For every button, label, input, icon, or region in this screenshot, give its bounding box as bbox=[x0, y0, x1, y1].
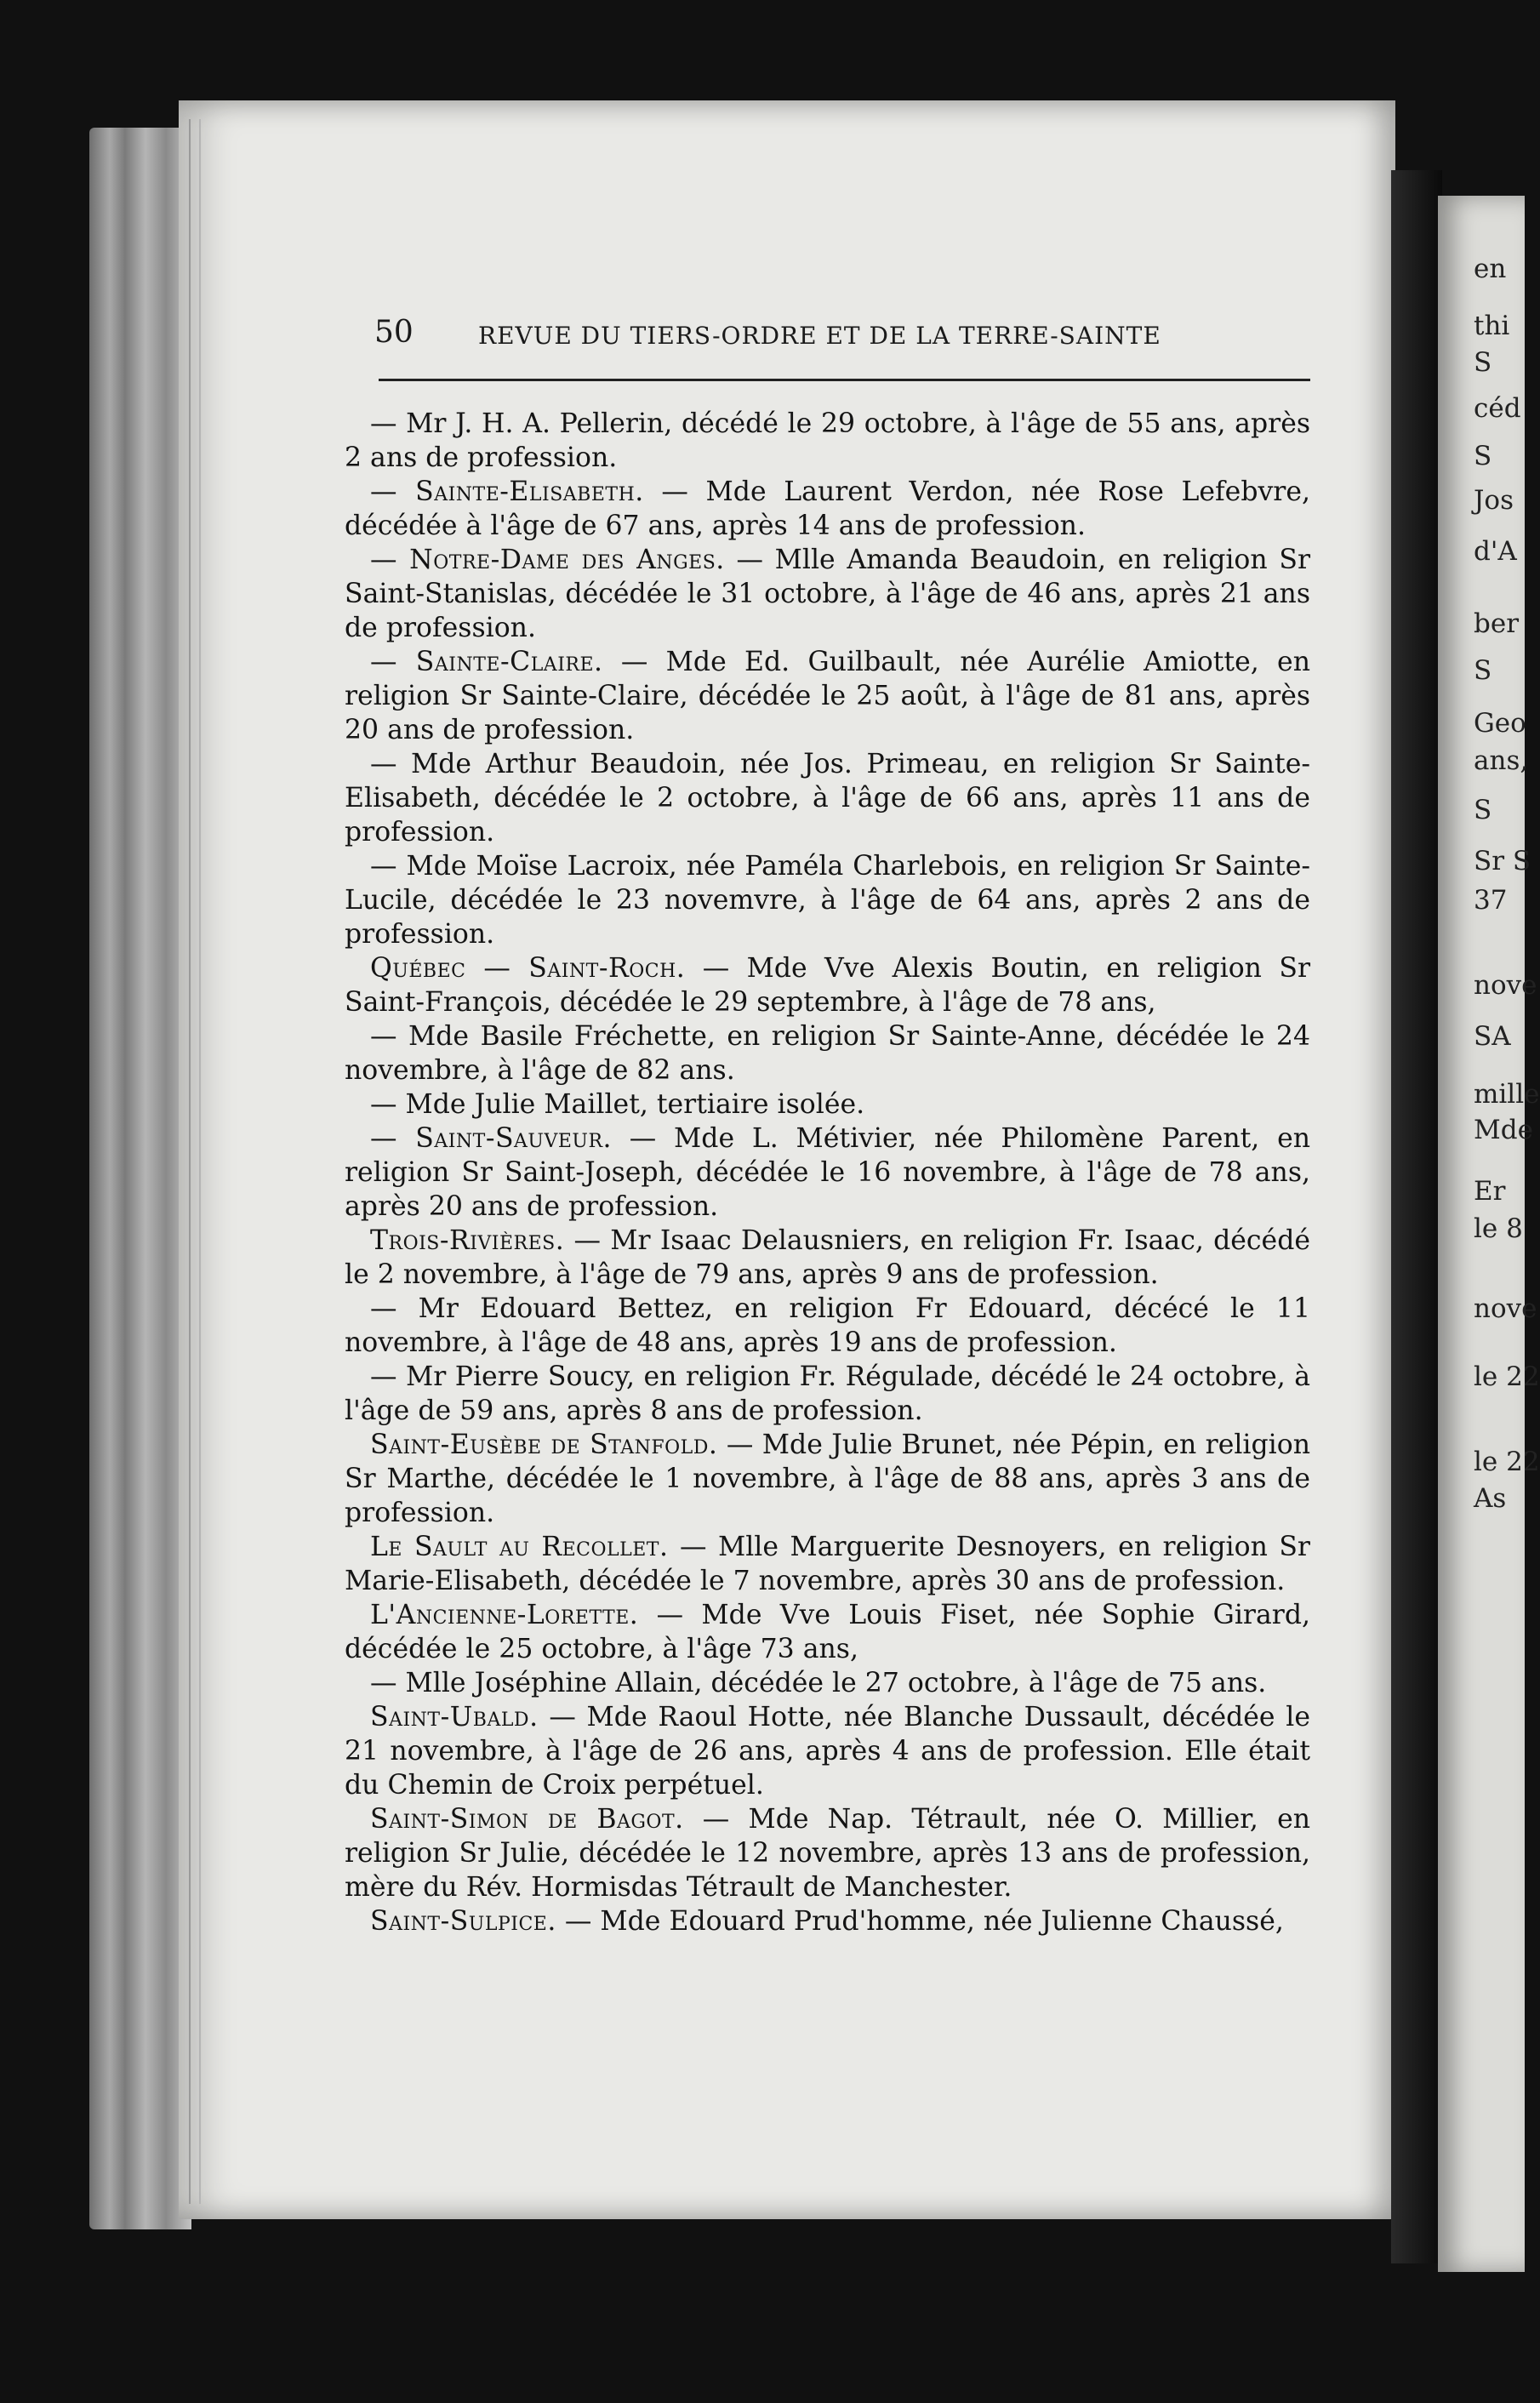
facing-page-fragment: mille bbox=[1474, 1079, 1540, 1110]
facing-page-fragment: 37 bbox=[1474, 885, 1508, 916]
facing-page-fragment: Geo bbox=[1474, 708, 1526, 739]
obituary-entry bbox=[345, 1598, 1310, 1666]
page-stack-edge bbox=[89, 128, 191, 2229]
parish-name: Le Sault au Recollet. bbox=[370, 1532, 669, 1562]
obituary-entry bbox=[345, 1666, 1310, 1700]
facing-page-fragment: nove bbox=[1474, 1293, 1537, 1324]
obituary-entry bbox=[345, 1428, 1310, 1530]
obituary-entry bbox=[345, 645, 1310, 747]
facing-page-fragment: As bbox=[1474, 1483, 1507, 1514]
entry-text: — Mde Vve Louis Fiset, née Sophie Girard, décédée le 25 octobre, à l'âge 73 ans, bbox=[345, 1600, 1310, 1664]
facing-page-fragment: Mde bbox=[1474, 1115, 1533, 1145]
facing-page-fragment: Er bbox=[1474, 1176, 1506, 1207]
obituary-entry bbox=[345, 1087, 1310, 1122]
obituary-list bbox=[345, 407, 1310, 1938]
facing-page-fragment: S bbox=[1474, 347, 1492, 378]
facing-page bbox=[1438, 196, 1540, 2272]
obituary-entry bbox=[345, 1700, 1310, 1802]
entry-text: — Mlle Amanda Beaudoin, en religion Sr Saint-Stanislas, décédée le 31 octobre, à l'âge de 46 ans, après 21 ans de profession. bbox=[345, 545, 1310, 643]
entry-text: — Mde Ed. Guilbault, née Aurélie Amiotte, en religion Sr Sainte-Claire, décédée le 25 août, à l'âge de 81 ans, après 20 ans de profession. bbox=[345, 647, 1310, 745]
facing-page-fragment: thi bbox=[1474, 311, 1510, 341]
entry-text: — Mde L. Métivier, née Philomène Parent, en religion Sr Saint-Joseph, décédée le 16 novembre, à l'âge de 78 ans, après 20 ans de profession. bbox=[345, 1123, 1310, 1222]
parish-name: Québec — Saint-Roch. bbox=[370, 953, 686, 984]
entry-text: — Mde Basile Fréchette, en religion Sr Sainte-Anne, décédée le 24 novembre, à l'âge de 82 ans. bbox=[345, 1021, 1310, 1086]
obituary-entry bbox=[345, 747, 1310, 849]
parish-name: Saint-Ubald. bbox=[370, 1702, 539, 1732]
page-number: 50 bbox=[374, 315, 414, 350]
parish-name: Saint-Sulpice. bbox=[370, 1906, 556, 1937]
obituary-entry bbox=[345, 1360, 1310, 1428]
entry-text: — Mlle Joséphine Allain, décédée le 27 octobre, à l'âge de 75 ans. bbox=[370, 1668, 1267, 1698]
obituary-entry bbox=[345, 951, 1310, 1019]
facing-page-fragment: ber bbox=[1474, 608, 1520, 639]
parish-name: — Saint-Sauveur. bbox=[370, 1123, 613, 1154]
entry-text: — Mde Julie Brunet, née Pépin, en religion Sr Marthe, décédée le 1 novembre, à l'âge de 88 ans, après 3 ans de profession. bbox=[345, 1430, 1310, 1528]
entry-text: — Mde Nap. Tétrault, née O. Millier, en religion Sr Julie, décédée le 12 novembre, après 13 ans de profession, mère du Rév. Hormisdas Tétrault de Manchester. bbox=[345, 1804, 1310, 1903]
entry-text: — Mde Vve Alexis Boutin, en religion Sr Saint-François, décédée le 29 septembre, à l'âge de 78 ans, bbox=[345, 953, 1311, 1018]
obituary-entry bbox=[345, 1122, 1310, 1224]
parish-name: Saint-Simon de Bagot. bbox=[370, 1804, 684, 1835]
entry-text: — Mde Laurent Verdon, née Rose Lefebvre, décédée à l'âge de 67 ans, après 14 ans de profession. bbox=[345, 477, 1311, 541]
facing-page-fragment: Jos bbox=[1474, 485, 1514, 516]
page-edge-lines bbox=[189, 119, 201, 2204]
facing-page-fragment: S bbox=[1474, 795, 1492, 825]
entry-text: — Mr Isaac Delausniers, en religion Fr. Isaac, décédé le 2 novembre, à l'âge de 79 ans, après 9 ans de profession. bbox=[345, 1225, 1310, 1290]
facing-page-fragment: le 8 bbox=[1474, 1213, 1523, 1244]
parish-name: — Sainte-Elisabeth. bbox=[370, 477, 644, 507]
facing-page-fragment: ans, bbox=[1474, 745, 1529, 776]
header-rule bbox=[379, 379, 1310, 381]
obituary-entry bbox=[345, 1530, 1310, 1598]
page-header bbox=[374, 315, 1319, 366]
parish-name: Saint-Eusèbe de Stanfold. bbox=[370, 1430, 718, 1460]
facing-page-fragment: le 22 bbox=[1474, 1447, 1540, 1477]
obituary-entry bbox=[345, 1224, 1310, 1292]
facing-page-fragment: le 22 bbox=[1474, 1361, 1540, 1392]
entry-text: — Mr Pierre Soucy, en religion Fr. Régulade, décédé le 24 octobre, à l'âge de 59 ans, après 8 ans de profession. bbox=[345, 1361, 1310, 1426]
parish-name: L'Ancienne-Lorette. bbox=[370, 1600, 639, 1630]
entry-text: — Mde Edouard Prud'homme, née Julienne Chaussé, bbox=[556, 1906, 1284, 1937]
facing-page-fragment: S bbox=[1474, 441, 1492, 471]
parish-name: — Sainte-Claire. bbox=[370, 647, 603, 677]
obituary-entry bbox=[345, 1292, 1310, 1360]
obituary-entry bbox=[345, 407, 1310, 475]
facing-page-fragment: d'A bbox=[1474, 536, 1517, 567]
book-gutter bbox=[1391, 170, 1442, 2263]
obituary-entry bbox=[345, 543, 1310, 645]
parish-name: — Notre-Dame des Anges. bbox=[370, 545, 725, 575]
entry-text: — Mde Moïse Lacroix, née Paméla Charlebois, en religion Sr Sainte-Lucile, décédée le 23 novemvre, à l'âge de 64 ans, après 2 ans de profession. bbox=[345, 851, 1310, 950]
facing-page-fragment: en bbox=[1474, 254, 1507, 284]
entry-text: — Mr J. H. A. Pellerin, décédé le 29 octobre, à l'âge de 55 ans, après 2 ans de profession. bbox=[345, 408, 1310, 473]
entry-text: — Mr Edouard Bettez, en religion Fr Edouard, décécé le 11 novembre, à l'âge de 48 ans, après 19 ans de profession. bbox=[345, 1293, 1310, 1358]
obituary-entry bbox=[345, 475, 1310, 543]
facing-page-fragment: nove bbox=[1474, 970, 1537, 1001]
entry-text: — Mde Raoul Hotte, née Blanche Dussault, décédée le 21 novembre, à l'âge de 26 ans, après 4 ans de profession. Elle était du Chemin de Croix perpétuel. bbox=[345, 1702, 1310, 1801]
obituary-entry bbox=[345, 1019, 1310, 1087]
entry-text: — Mde Julie Maillet, tertiaire isolée. bbox=[370, 1089, 865, 1120]
entry-text: — Mlle Marguerite Desnoyers, en religion Sr Marie-Elisabeth, décédée le 7 novembre, après 30 ans de profession. bbox=[345, 1532, 1310, 1596]
facing-page-fragment: Sr S bbox=[1474, 846, 1531, 876]
obituary-entry bbox=[345, 1904, 1310, 1938]
obituary-entry bbox=[345, 1802, 1310, 1904]
running-head: REVUE DU TIERS-ORDRE ET DE LA TERRE-SAINTE bbox=[478, 322, 1161, 350]
facing-page-fragment: céd bbox=[1474, 393, 1521, 424]
obituary-entry bbox=[345, 849, 1310, 951]
facing-page-fragment: S bbox=[1474, 655, 1492, 686]
entry-text: — Mde Arthur Beaudoin, née Jos. Primeau, en religion Sr Sainte-Elisabeth, décédée le 2 octobre, à l'âge de 66 ans, après 11 ans de profession. bbox=[345, 749, 1310, 848]
facing-page-fragment: SA bbox=[1474, 1021, 1511, 1052]
parish-name: Trois-Rivières. bbox=[370, 1225, 565, 1256]
